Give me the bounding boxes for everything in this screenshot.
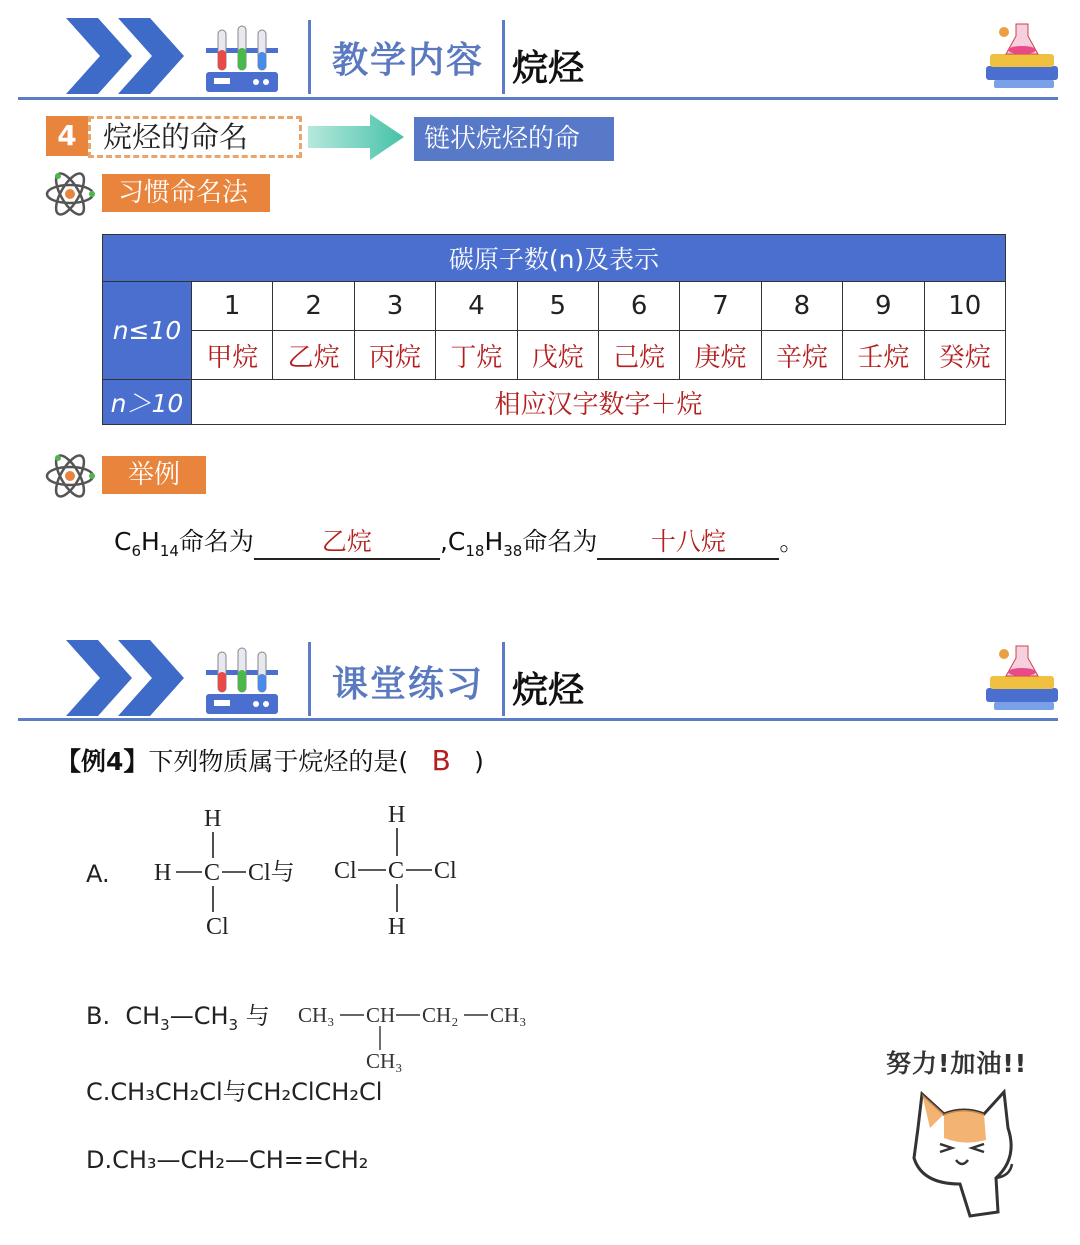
example-sentence: $C_6H_{14}$命名为 乙烷 $,C_{18}H_{38}$命名为 十八烷 。 xyxy=(114,522,804,560)
svg-text:C: C xyxy=(204,860,221,886)
formula-c18h38: $C_{18}H_{38}$ xyxy=(447,527,523,560)
header-divider xyxy=(308,642,311,716)
svg-text:Cl: Cl xyxy=(434,858,457,884)
svg-text:H: H xyxy=(388,914,406,940)
carbon-number: 3 xyxy=(354,282,435,331)
method-label: 习惯命名法 xyxy=(102,174,270,212)
topic-number: 4 xyxy=(46,116,88,156)
chevron-arrows-icon xyxy=(66,16,186,96)
carbon-number: 7 xyxy=(680,282,761,331)
header-divider xyxy=(502,20,505,94)
test-tubes-icon xyxy=(200,644,284,718)
option-b: B. $CH_3—CH_3$ 与 xyxy=(86,1002,270,1034)
answer-blank-1: 乙烷 xyxy=(254,522,440,560)
svg-text:CH₂: CH₂ xyxy=(422,1003,459,1027)
alkane-name: 戊烷 xyxy=(517,331,598,380)
carbon-number: 5 xyxy=(517,282,598,331)
svg-text:CH₃: CH₃ xyxy=(490,1003,527,1027)
books-flask-icon xyxy=(982,636,1062,716)
option-c: C.CH₃CH₂Cl与CH₂ClCH₂Cl xyxy=(86,1078,383,1106)
alkane-name: 己烷 xyxy=(598,331,679,380)
header-rule xyxy=(18,718,1058,721)
option-a-label: A. xyxy=(86,860,110,888)
alkane-name: 丁烷 xyxy=(436,331,517,380)
alkane-name: 壬烷 xyxy=(843,331,924,380)
carbon-number: 1 xyxy=(192,282,273,331)
svg-text:CH₃: CH₃ xyxy=(366,1049,403,1073)
carbon-number: 9 xyxy=(843,282,924,331)
section-subtitle: 教学内容 xyxy=(332,40,485,81)
test-tubes-icon xyxy=(200,22,284,96)
svg-text:C: C xyxy=(388,858,405,884)
alkane-name: 甲烷 xyxy=(192,331,273,380)
alkane-name: 乙烷 xyxy=(273,331,354,380)
svg-text:H: H xyxy=(154,860,172,886)
carbon-number: 6 xyxy=(598,282,679,331)
books-flask-icon xyxy=(982,14,1062,94)
carbon-number: 4 xyxy=(436,282,517,331)
alkane-name: 庚烷 xyxy=(680,331,761,380)
rule-n-gt-10: 相应汉字数字＋烷 xyxy=(192,380,1006,425)
alkane-name: 癸烷 xyxy=(924,331,1005,380)
carbon-number: 2 xyxy=(273,282,354,331)
option-a-structures xyxy=(150,800,480,945)
topic-subtitle: 链状烷烃的命名 xyxy=(414,117,614,161)
answer-blank-2: 十八烷 xyxy=(597,522,779,560)
example-label: 举例 xyxy=(102,456,206,494)
option-b-structure xyxy=(296,998,546,1076)
chevron-arrows-icon xyxy=(66,638,186,718)
sticker-text: 努力!加油!! xyxy=(886,1049,1028,1078)
alkane-name-table xyxy=(102,234,1006,425)
svg-text:Cl与: Cl与 xyxy=(248,860,295,886)
svg-text:CH₃: CH₃ xyxy=(298,1003,335,1027)
alkane-name: 丙烷 xyxy=(354,331,435,380)
carbon-number: 10 xyxy=(924,282,1005,331)
atom-icon xyxy=(44,450,96,502)
alkane-name: 辛烷 xyxy=(761,331,842,380)
section-subtitle: 课堂练习 xyxy=(332,664,485,705)
carbon-number: 8 xyxy=(761,282,842,331)
header-divider xyxy=(502,642,505,716)
option-d: D.CH₃—CH₂—CH==CH₂ xyxy=(86,1146,369,1174)
svg-text:H: H xyxy=(388,802,406,828)
arrow-right-icon xyxy=(308,114,404,160)
formula-c6h14: $C_6H_{14}$ xyxy=(114,527,179,560)
section-title: 烷烃 xyxy=(512,670,585,711)
atom-icon xyxy=(44,168,96,220)
row-label-n-le-10: n≤10 xyxy=(103,282,192,380)
cat-sticker-icon xyxy=(900,1080,1030,1220)
table-header: 碳原子数(n)及表示 xyxy=(103,235,1006,282)
svg-text:Cl: Cl xyxy=(334,858,357,884)
header-rule xyxy=(18,97,1058,100)
header-divider xyxy=(308,20,311,94)
svg-text:Cl: Cl xyxy=(206,914,229,940)
svg-text:H: H xyxy=(204,806,222,832)
section-title: 烷烃 xyxy=(512,48,585,89)
topic-name: 烷烃的命名 xyxy=(88,116,302,158)
row-label-n-gt-10: n＞10 xyxy=(103,380,192,425)
svg-text:CH: CH xyxy=(366,1003,396,1027)
question-answer: B xyxy=(431,744,451,777)
question-stem: 【例4】下列物质属于烷烃的是( B ) xyxy=(56,744,484,777)
